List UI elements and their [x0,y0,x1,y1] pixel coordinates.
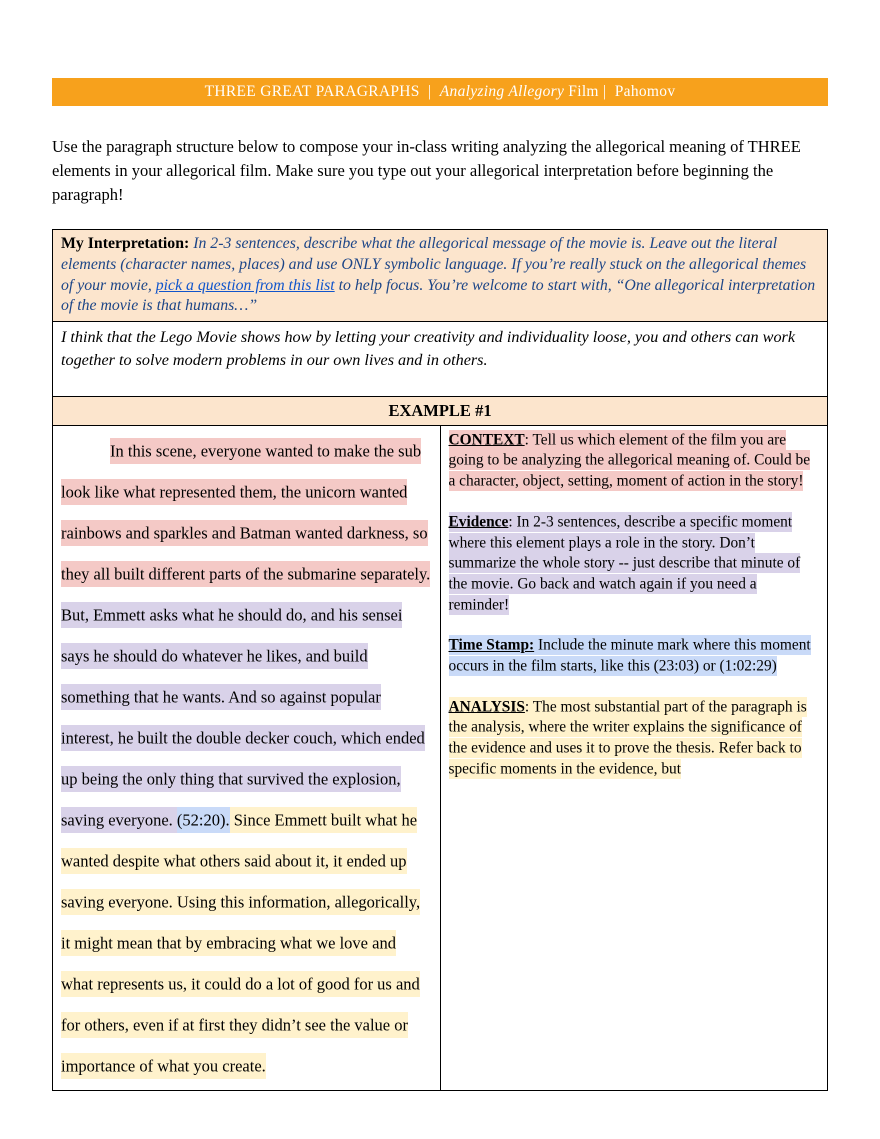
essay-timestamp-segment: (52:20). [177,807,230,833]
guide-analysis-highlight [449,697,807,779]
interpretation-answer-row [53,322,828,397]
guide-context-text: : Tell us which element of the film you are going to be analyzing the allegorical meaning of. Could be a character, object, setting, moment of action in the story! [448,431,811,490]
interpretation-answer-text: I think that the Lego Movie shows how by letting your creativity and individuality loose, you and others can work together to solve modern problems in our own lives and in others. [61,328,796,370]
guide-block-context [449,430,820,492]
guide-analysis-text: : The most substantial part of the paragraph is the analysis, where the writer explains the significance of the evidence and uses it to prove the thesis. Refer back to specific moments in the evidence, but [448,698,807,778]
interpretation-prompt-cell [53,230,828,322]
question-list-link[interactable]: pick a question from this list [155,276,335,294]
title-banner [52,78,828,106]
example-1-header-row [53,397,828,426]
interpretation-answer-cell [53,322,828,397]
example-1-header: EXAMPLE #1 [53,397,828,426]
guide-timestamp-label: Time Stamp: [448,636,535,654]
guide-context-highlight [449,430,811,491]
essay-analysis-segment: Since Emmett built what he wanted despite what others said about it, it ended up saving everyone. Using this information, allegorically, it might mean that by embracing what we love and what represents us, it could do a lot of good for us and for others, even if at first they didn’t see the value or importance of what you create. [61,807,420,1079]
guide-evidence-text: : In 2-3 sentences, describe a specific moment where this element plays a role in the story. Don’t summarize the whole story -- just describe that minute of the movie. Go back and watch again if you need a reminder! [448,513,801,614]
example-1-body-row [53,426,828,1091]
guide-block-analysis [449,697,820,780]
guide-block-timestamp [449,636,820,677]
banner-text-italic: Analyzing Allegory [439,83,565,100]
intro-paragraph: Use the paragraph structure below to compose your in-class writing analyzing the allegorical meaning of THREE elements in your allegorical film. Make sure you type out your allegorical interpretation before beginning the paragraph! [52,137,801,204]
guide-analysis-label: ANALYSIS [448,698,525,716]
guide-evidence-highlight [449,512,801,615]
paragraph-structure-table [52,229,828,1091]
interpretation-label: My Interpretation: [61,235,190,252]
guide-timestamp-highlight [449,635,811,676]
document-page [52,78,828,1091]
banner-text-prefix: THREE GREAT PARAGRAPHS | [204,83,440,100]
essay-context-segment: In this scene, everyone wanted to make the sub look like what represented them, the unicorn wanted rainbows and sparkles and Batman wanted darkness, so they all built different parts of the submarine separately. [61,438,430,587]
essay-evidence-segment: But, Emmett asks what he should do, and his sensei says he should do whatever he likes, and build something that he wants. And so against popular interest, he built the double decker couch, which ended up being the only thing that survived the explosion, saving everyone. [61,602,425,833]
interpretation-prompt-row [53,230,828,322]
example-1-guide-cell [440,426,828,1091]
essay-paragraph [61,430,432,1086]
interpretation-prompt-text-1: In 2-3 sentences, describe what the allegorical message of the movie is. Leave out the literal elements (character names, places) and use ONLY symbolic language. If you’re really stuck on the allegorical themes of your movie, [61,235,807,294]
guide-block-evidence [449,512,820,616]
guide-evidence-label: Evidence [448,513,509,531]
guide-context-label: CONTEXT [448,431,525,449]
interpretation-prompt-text-2: to help focus. You’re welcome to start with, “One allegorical interpretation of the movie is that humans…” [61,276,816,315]
banner-text-suffix: Film | Pahomov [564,83,676,100]
guide-timestamp-text: Include the minute mark where this moment occurs in the film starts, like this (23:03) or (1:02:29) [448,636,811,675]
example-1-essay-cell [53,426,441,1091]
